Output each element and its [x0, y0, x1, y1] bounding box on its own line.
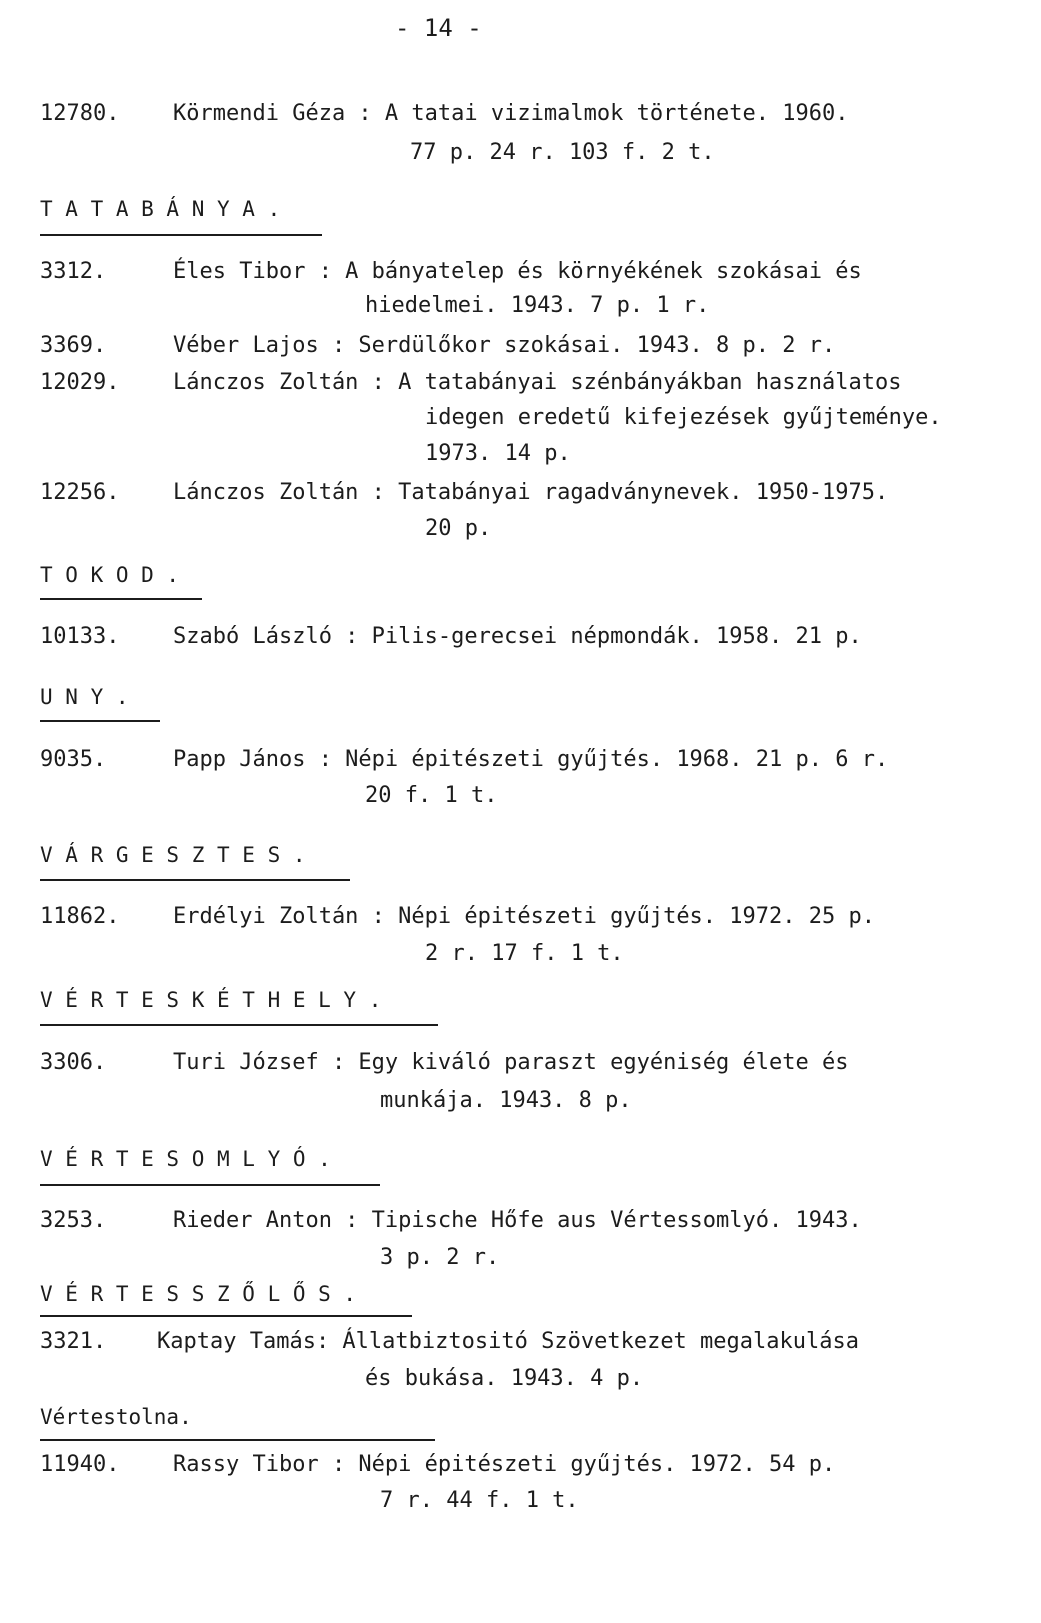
entry-text: Erdélyi Zoltán : Népi épitészeti gyűjtés. 1972. 25 p. [173, 904, 875, 929]
entry-text: Papp János : Népi épitészeti gyűjtés. 1968. 21 p. 6 r. [173, 747, 889, 772]
entry-number: 11940. [40, 1452, 120, 1477]
entry-text: munkája. 1943. 8 p. [380, 1088, 632, 1113]
entry-text: Lánczos Zoltán : A tatabányai szénbányákban használatos [173, 370, 902, 395]
entry-number: 3321. [40, 1329, 107, 1354]
section-heading-vertesomlyo: V É R T E S O M L Y Ó . [40, 1147, 331, 1171]
entry-number: 3306. [40, 1050, 107, 1075]
entry-text: Kaptay Tamás: Állatbiztositó Szövetkezet megalakulása [157, 1329, 859, 1354]
section-heading-vertesszolos: V É R T E S S Z Ő L Ő S . [40, 1282, 357, 1306]
entry-text: 20 p. [425, 516, 492, 541]
entry-text: 1973. 14 p. [425, 441, 571, 466]
entry-number: 12780. [40, 101, 120, 126]
section-heading-tatabanya: T A T A B Á N Y A . [40, 197, 281, 221]
entry-number: 3369. [40, 333, 107, 358]
entry-text: Turi József : Egy kiváló paraszt egyéniség élete és [173, 1050, 849, 1075]
entry-number: 3253. [40, 1208, 107, 1233]
entry-text: 2 r. 17 f. 1 t. [425, 941, 624, 966]
entry-number: 10133. [40, 624, 120, 649]
section-underline [40, 1184, 380, 1186]
section-heading-vargesztes: V Á R G E S Z T E S . [40, 843, 306, 867]
entry-text: és bukása. 1943. 4 p. [365, 1366, 644, 1391]
page-number: - 14 - [395, 14, 482, 42]
section-heading-vertestolna: Vértestolna. [40, 1405, 192, 1429]
entry-text: Véber Lajos : Serdülőkor szokásai. 1943. 8 p. 2 r. [173, 333, 836, 358]
entry-text: Lánczos Zoltán : Tatabányai ragadványnevek. 1950-1975. [173, 480, 889, 505]
entry-text: Éles Tibor : A bányatelep és környékének szokásai és [173, 259, 862, 284]
entry-text: 77 p. 24 r. 103 f. 2 t. [410, 140, 715, 165]
entry-number: 11862. [40, 904, 120, 929]
section-underline [40, 1024, 438, 1026]
entry-text: Körmendi Géza : A tatai vizimalmok története. 1960. [173, 101, 849, 126]
entry-text: Rieder Anton : Tipische Hőfe aus Vértessomlyó. 1943. [173, 1208, 862, 1233]
section-underline [40, 1315, 412, 1317]
entry-number: 9035. [40, 747, 107, 772]
section-heading-verteskethely: V É R T E S K É T H E L Y . [40, 988, 382, 1012]
section-underline [40, 234, 322, 236]
entry-text: 3 p. 2 r. [380, 1245, 500, 1270]
entry-number: 12256. [40, 480, 120, 505]
entry-text: hiedelmei. 1943. 7 p. 1 r. [365, 293, 710, 318]
entry-text: 20 f. 1 t. [365, 783, 498, 808]
entry-text: 7 r. 44 f. 1 t. [380, 1488, 579, 1513]
entry-text: Rassy Tibor : Népi épitészeti gyűjtés. 1972. 54 p. [173, 1452, 836, 1477]
section-underline [40, 879, 350, 881]
entry-text: idegen eredetű kifejezések gyűjteménye. [425, 405, 942, 430]
section-underline [40, 598, 202, 600]
section-underline [40, 720, 160, 722]
entry-text: Szabó László : Pilis-gerecsei népmondák. 1958. 21 p. [173, 624, 862, 649]
section-heading-tokod: T O K O D . [40, 563, 180, 587]
section-heading-uny: U N Y . [40, 685, 129, 709]
section-underline [40, 1439, 435, 1441]
entry-number: 3312. [40, 259, 107, 284]
entry-number: 12029. [40, 370, 120, 395]
